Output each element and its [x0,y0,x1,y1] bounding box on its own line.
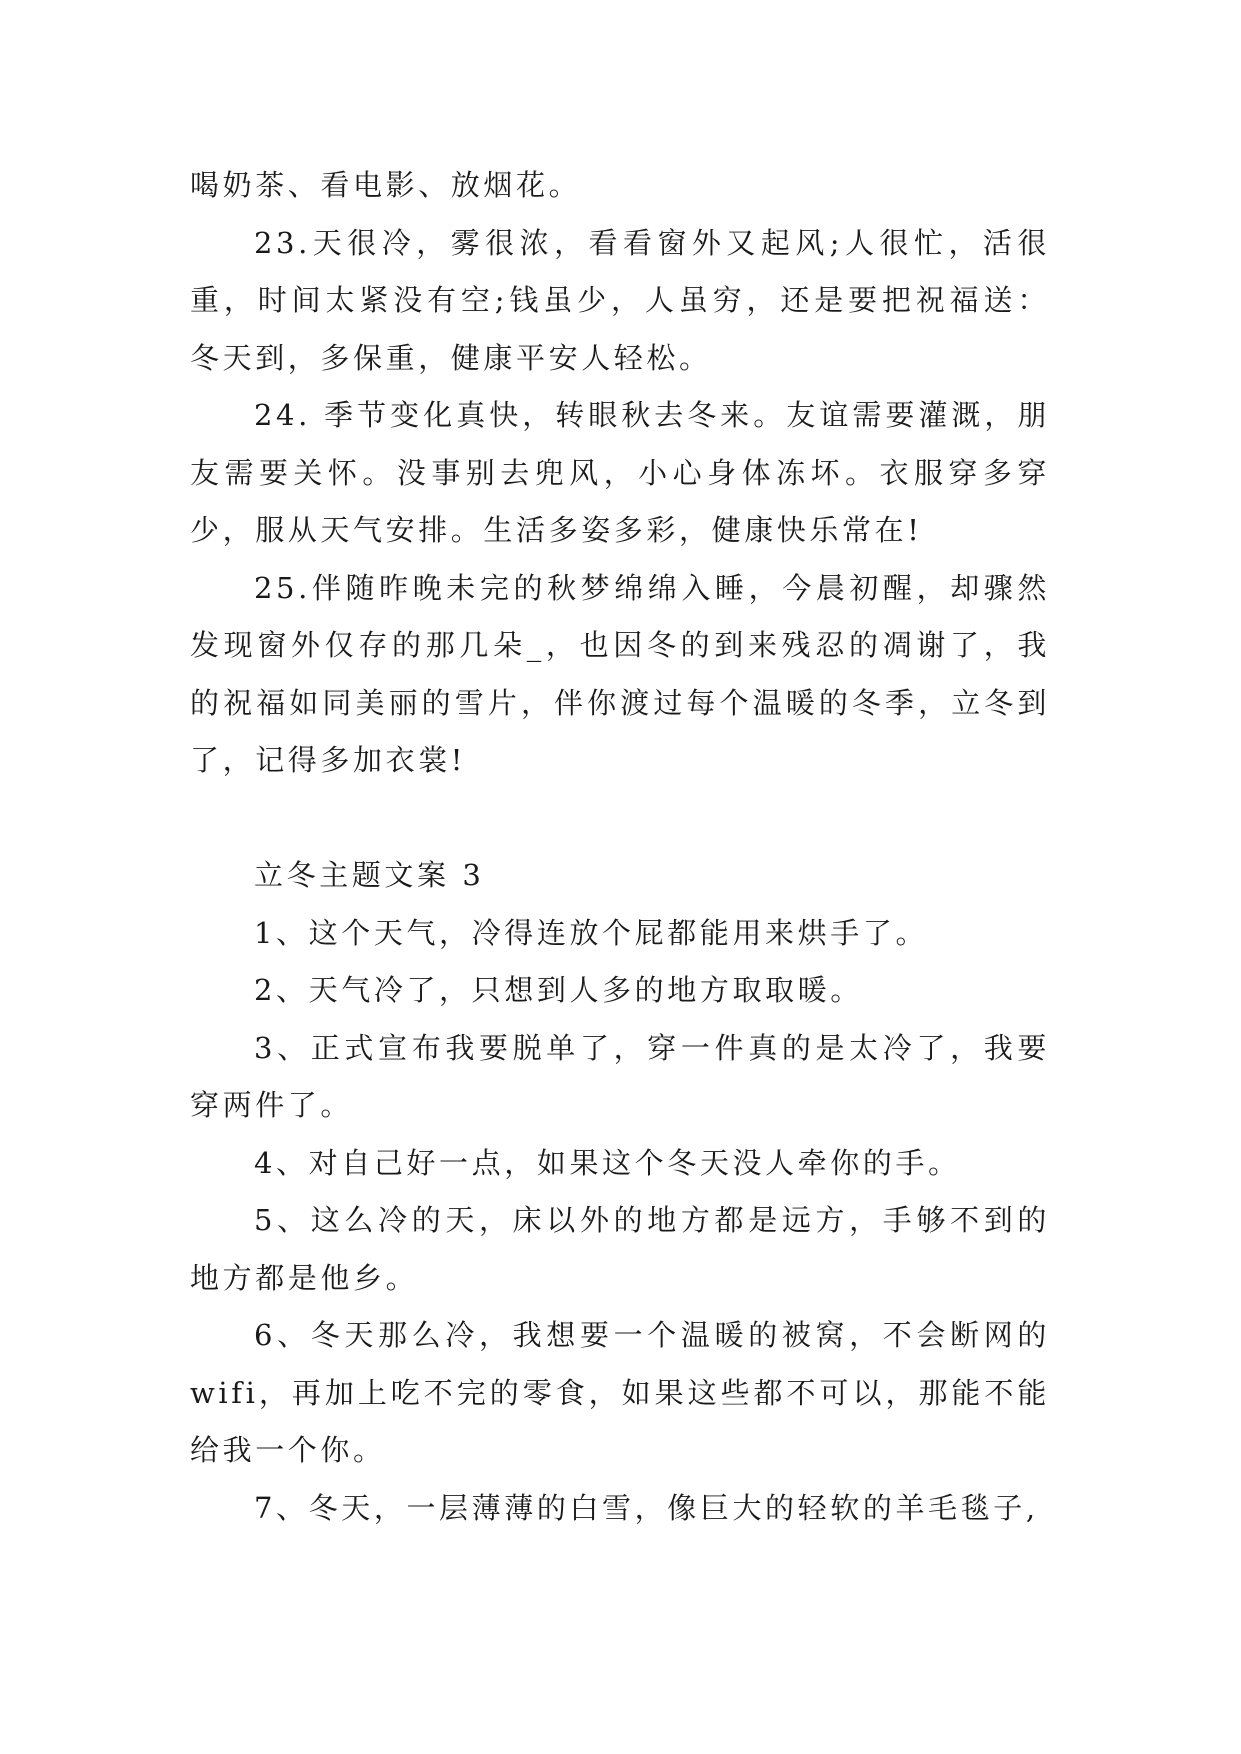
paragraph-25: 25.伴随昨晚未完的秋梦绵绵入睡，今晨初醒，却骤然发现窗外仅存的那几朵_，也因冬的到来残忍的凋谢了，我的祝福如同美丽的雪片，伴你渡过每个温暖的冬季，立冬到了，记得多加衣裳! [190,570,1050,777]
paragraph-24: 24. 季节变化真快，转眼秋去冬来。友谊需要灌溉，朋友需要关怀。没事别去兜风，小心身体冻坏。衣服穿多穿少，服从天气安排。生活多姿多彩，健康快乐常在! [190,398,1050,547]
paragraph-continuation: 喝奶茶、看电影、放烟花。 [190,168,582,202]
list-item-1: 1、这个天气，冷得连放个屁都能用来烘手了。 [254,915,929,950]
list-item-3: 3、正式宣布我要脱单了，穿一件真的是太冷了，我要穿两件了。 [190,1030,1050,1122]
list-item-5: 5、这么冷的天，床以外的地方都是远方，手够不到的地方都是他乡。 [190,1203,1050,1295]
list-item-6: 6、冬天那么冷，我想要一个温暖的被窝，不会断网的wifi，再加上吃不完的零食，如果这些都不可以，那能不能给我一个你。 [190,1318,1050,1467]
section-spacer [190,790,1050,848]
section-heading: 立冬主题文案 3 [254,858,485,892]
list-item-7: 7、冬天，一层薄薄的白雪，像巨大的轻软的羊毛毯子, [254,1490,1039,1525]
document-body [190,157,1050,1537]
list-item-2: 2、天气冷了，只想到人多的地方取取暖。 [254,973,863,1007]
list-item-4: 4、对自己好一点，如果这个冬天没人牵你的手。 [254,1145,961,1180]
paragraph-23: 23.天很冷，雾很浓，看看窗外又起风;人很忙，活很重，时间太紧没有空;钱虽少，人虽穷，还是要把祝福送：冬天到，多保重，健康平安人轻松。 [190,225,1050,375]
